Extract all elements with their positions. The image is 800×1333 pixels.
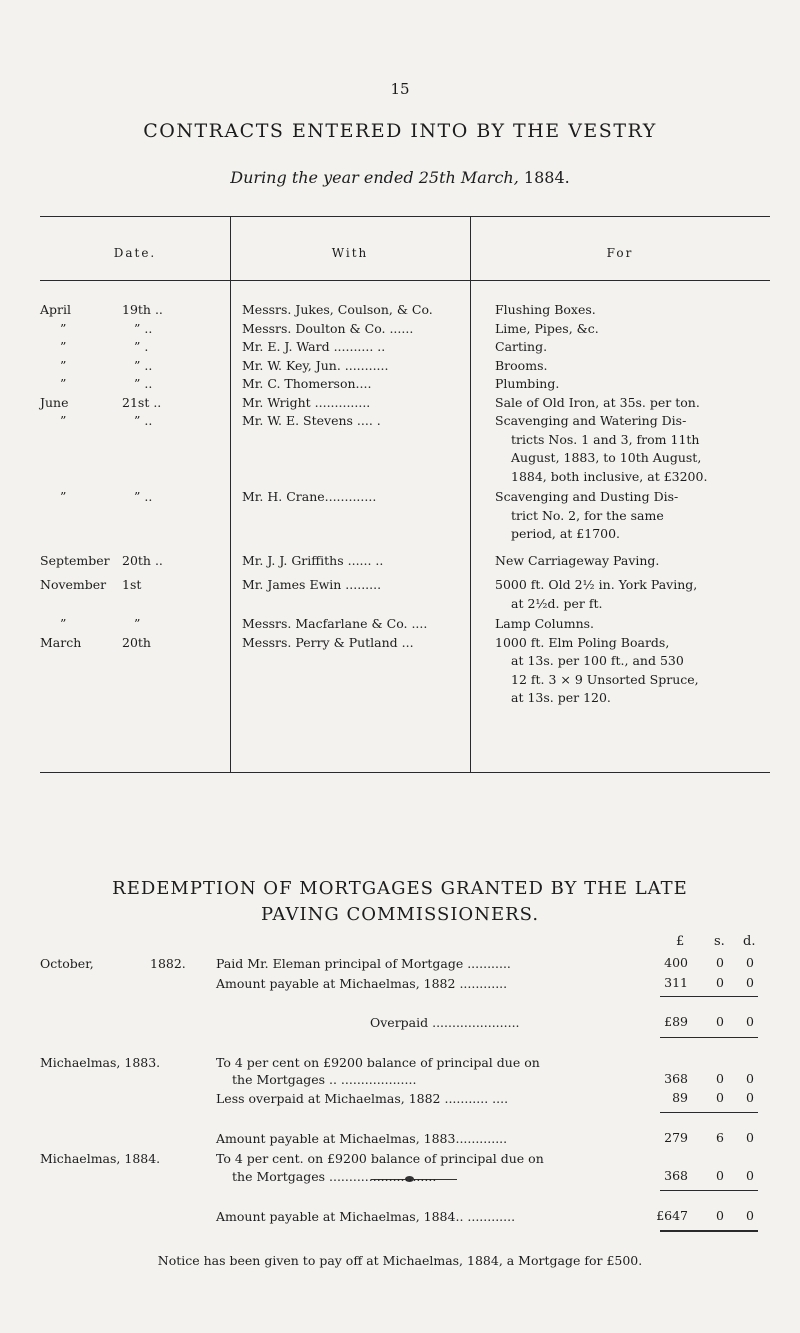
contract-month: March <box>40 634 82 650</box>
contract-with: Mr. H. Crane............. <box>242 489 377 504</box>
contract-with: Mr. E. J. Ward .......... .. <box>242 339 386 354</box>
contract-day: 20th .. <box>122 552 163 568</box>
page-subtitle <box>0 168 800 187</box>
contract-for-line: Scavenging and Watering Dis- <box>495 413 687 428</box>
contract-for <box>495 552 771 571</box>
ledger-shillings: 0 <box>716 1014 724 1029</box>
contract-for <box>495 320 771 339</box>
contract-with: Mr. C. Thomerson.... <box>242 376 372 391</box>
col-pounds: £ <box>676 934 685 949</box>
ledger-pence: 0 <box>746 975 754 990</box>
contract-for <box>495 338 771 357</box>
ledger-shillings: 0 <box>716 1071 724 1086</box>
contract-for <box>495 357 771 376</box>
ledger-text: the Mortgages .. ................... <box>232 1072 417 1087</box>
subtitle-text: During the year ended <box>230 168 414 187</box>
total-rule <box>660 1230 758 1232</box>
ledger-pence: 0 <box>746 1071 754 1086</box>
contract-with: Messrs. Doulton & Co. ...... <box>242 320 414 336</box>
contract-month: September <box>40 552 110 568</box>
ledger-text: Overpaid ...................... <box>370 1015 520 1030</box>
header-with: With <box>331 246 369 260</box>
table-col-divider <box>230 216 231 772</box>
contract-for-line: at 2½d. per ft. <box>511 595 603 611</box>
ledger-pounds: 279 <box>664 1130 688 1145</box>
contract-for <box>495 375 771 394</box>
contract-for <box>495 412 771 486</box>
contract-for <box>495 488 771 544</box>
table-bottom-rule <box>40 772 770 773</box>
contract-for-line: Lime, Pipes, &c. <box>495 320 599 336</box>
contract-for-line: Lamp Columns. <box>495 616 595 631</box>
contract-for-line: New Carriageway Paving. <box>495 552 660 568</box>
contract-for-line: tricts Nos. 1 and 3, from 11th <box>511 431 700 447</box>
ledger-shillings: 0 <box>716 975 724 990</box>
contract-month: ” <box>60 413 67 428</box>
contract-for-line: 5000 ft. Old 2½ in. York Paving, <box>495 577 698 592</box>
ledger-pence: 0 <box>746 1130 754 1145</box>
contract-for-line: August, 1883, to 10th August, <box>511 450 702 465</box>
contract-for <box>495 634 771 708</box>
header-date: Date. <box>113 246 157 260</box>
contract-for-line: 1884, both inclusive, at £3200. <box>511 468 708 484</box>
contract-for-line: Scavenging and Dusting Dis- <box>495 489 679 504</box>
sum-rule <box>660 996 758 997</box>
contract-for-line: Carting. <box>495 339 548 354</box>
contract-for-line: at 13s. per 100 ft., and 530 <box>511 653 684 668</box>
ledger-pounds: 311 <box>664 975 688 990</box>
contract-for-line: 1000 ft. Elm Poling Boards, <box>495 634 670 650</box>
contract-month: April <box>40 302 71 317</box>
contract-with: Mr. J. J. Griffiths ...... .. <box>242 552 384 568</box>
ledger-pounds: 89 <box>672 1090 688 1105</box>
notice-text: Notice has been given to pay off at Michaelmas, 1884, a Mortgage for £500. <box>157 1253 643 1268</box>
sum-rule <box>660 1112 758 1113</box>
contract-month: November <box>40 577 107 592</box>
contract-month: ” <box>60 339 67 354</box>
contract-with: Messrs. Macfarlane & Co. .... <box>242 616 428 631</box>
subtitle-year: 1884. <box>523 168 570 187</box>
contract-for-line: 12 ft. 3 × 9 Unsorted Spruce, <box>511 671 699 687</box>
ledger-pounds: £89 <box>664 1014 688 1029</box>
ledger-pence: 0 <box>746 955 754 970</box>
contract-day: 20th <box>122 634 151 650</box>
contract-for-line: Brooms. <box>495 357 548 373</box>
contract-month: ” <box>60 616 67 631</box>
contract-day: ” .. <box>134 320 153 336</box>
ledger-pence: 0 <box>746 1208 754 1223</box>
entry-date-year: 1882. <box>150 956 186 971</box>
contract-month: ” <box>60 357 67 373</box>
page-title: CONTRACTS ENTERED INTO BY THE VESTRY <box>143 120 657 142</box>
ledger-shillings: 0 <box>716 955 724 970</box>
contract-day: ” .. <box>134 489 153 504</box>
ledger-text: Paid Mr. Eleman principal of Mortgage ........... <box>216 956 511 971</box>
contract-month: ” <box>60 376 67 391</box>
redemption-subtitle: PAVING COMMISSIONERS. <box>260 904 540 925</box>
table-col-divider <box>470 216 471 772</box>
contract-month: ” <box>60 489 67 504</box>
ledger-pence: 0 <box>746 1014 754 1029</box>
contract-with: Mr. W. E. Stevens .... . <box>242 413 381 428</box>
ledger-pence: 0 <box>746 1090 754 1105</box>
contract-day: ” <box>134 616 141 631</box>
ledger-shillings: 0 <box>716 1168 724 1183</box>
contract-for <box>495 301 771 320</box>
contract-for <box>495 615 771 634</box>
col-shillings: s. <box>714 934 725 949</box>
ledger-pounds: 368 <box>664 1168 688 1183</box>
contract-day: 19th .. <box>122 302 163 317</box>
ledger-pence: 0 <box>746 1168 754 1183</box>
contract-with: Messrs. Jukes, Coulson, & Co. <box>242 302 433 317</box>
contract-month: June <box>40 394 69 410</box>
ledger-text: Less overpaid at Michaelmas, 1882 ........... .... <box>216 1091 509 1106</box>
entry-date-month: October, <box>40 956 94 971</box>
contract-with: Mr. W. Key, Jun. ........... <box>242 357 389 373</box>
contract-for <box>495 576 771 613</box>
contract-day: ” .. <box>134 357 153 373</box>
sum-rule <box>660 1037 758 1038</box>
subtitle-date: 25th March, <box>418 168 519 187</box>
contract-day: ” .. <box>134 376 153 391</box>
contract-for-line: Flushing Boxes. <box>495 302 596 317</box>
ledger-shillings: 0 <box>716 1208 724 1223</box>
contract-for-line: trict No. 2, for the same <box>511 507 664 523</box>
col-pence: d. <box>743 934 756 949</box>
ledger-text: To 4 per cent. on £9200 balance of principal due on <box>216 1151 544 1166</box>
contract-with: Mr. James Ewin ......... <box>242 577 382 592</box>
entry-date: Michaelmas, 1883. <box>40 1055 161 1070</box>
redemption-title: REDEMPTION OF MORTGAGES GRANTED BY THE LATE <box>112 878 688 899</box>
contract-for-line: period, at £1700. <box>511 526 621 541</box>
contract-for-line: at 13s. per 120. <box>511 690 611 705</box>
ledger-text: the Mortgages ........................... <box>232 1169 437 1184</box>
ledger-text: Amount payable at Michaelmas, 1883............. <box>216 1131 508 1146</box>
table-header-rule <box>40 280 770 281</box>
ledger-text: To 4 per cent on £9200 balance of principal due on <box>216 1055 540 1070</box>
contract-month: ” <box>60 320 67 336</box>
ledger-pounds: 368 <box>664 1071 688 1086</box>
contract-with: Mr. Wright .............. <box>242 394 371 410</box>
entry-date: Michaelmas, 1884. <box>40 1151 161 1166</box>
contract-with: Messrs. Perry & Putland ... <box>242 634 414 650</box>
page-number: 15 <box>390 80 410 98</box>
ledger-shillings: 0 <box>716 1090 724 1105</box>
contract-for <box>495 394 771 413</box>
contract-day: 21st .. <box>122 394 162 410</box>
contract-day: ” .. <box>134 413 153 428</box>
contract-for-line: Sale of Old Iron, at 35s. per ton. <box>495 394 700 410</box>
contract-day: 1st <box>122 577 142 592</box>
ledger-text: Amount payable at Michaelmas, 1882 ............ <box>216 976 508 991</box>
ledger-pounds: £647 <box>656 1208 688 1223</box>
contract-day: ” . <box>134 339 149 354</box>
ledger-shillings: 6 <box>716 1130 724 1145</box>
contract-for-line: Plumbing. <box>495 376 560 391</box>
sum-rule <box>660 1190 758 1191</box>
ledger-pounds: 400 <box>664 955 688 970</box>
table-top-rule <box>40 216 770 217</box>
header-for: For <box>606 246 634 260</box>
ledger-text: Amount payable at Michaelmas, 1884.. ............ <box>216 1209 516 1224</box>
